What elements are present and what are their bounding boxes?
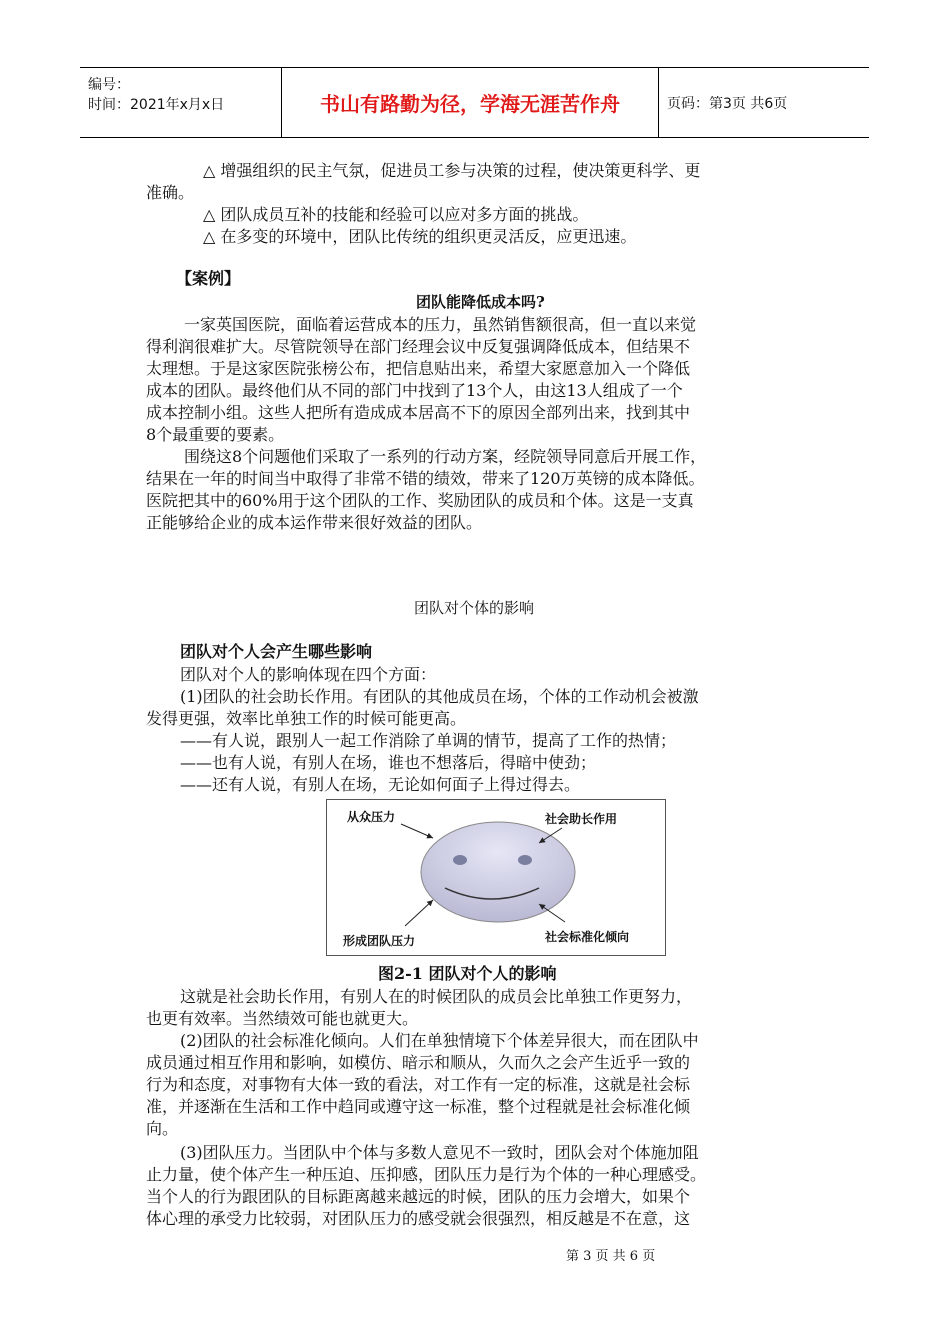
body-line: 体心理的承受力比较弱，对团队压力的感受就会很强烈，相反越是不在意，这: [146, 1209, 691, 1228]
smiley-face: [421, 822, 575, 922]
header-table: [80, 67, 869, 138]
header-meta-cell: [80, 68, 282, 137]
label-social-norm: 社会标准化倾向: [545, 930, 630, 944]
bullet-line: 准确。: [146, 183, 195, 202]
case-line: 8个最重要的要素。: [146, 425, 285, 444]
section-title: 团队对个体的影响: [414, 599, 535, 617]
subheading: 团队对个人会产生哪些影响: [180, 642, 373, 661]
case-line: 正能够给企业的成本运作带来很好效益的团队。: [146, 513, 483, 532]
case-line: 得利润很难扩大。尽管院领导在部门经理会议中反复强调降低成本，但结果不: [146, 337, 691, 356]
case-title: 团队能降低成本吗?: [416, 293, 545, 311]
label-group-pressure: 形成团队压力: [343, 934, 416, 948]
body-line: 也更有效率。当然绩效可能也就更大。: [146, 1009, 419, 1028]
motto: 书山有路勤为径，学海无涯苦作舟: [282, 68, 659, 137]
body-line: ——有人说，跟别人一起工作消除了单调的情节，提高了工作的热情；: [180, 731, 677, 750]
label-conformity-pressure: 从众压力: [347, 810, 396, 824]
page-footer: 第 3 页 共 6 页: [566, 1249, 656, 1264]
case-line: 太理想。于是这家医院张榜公布，把信息贴出来，希望大家愿意加入一个降低: [146, 359, 691, 378]
body-line: 团队对个人的影响体现在四个方面：: [180, 665, 437, 684]
bullet-line: △ 在多变的环境中，团队比传统的组织更灵活反，应更迅速。: [203, 227, 637, 246]
body-line: (1)团队的社会助长作用。有团队的其他成员在场，个体的工作动机会被激: [180, 687, 699, 706]
bullet-line: △ 团队成员互补的技能和经验可以应对多方面的挑战。: [203, 205, 589, 224]
bullet-line: △ 增强组织的民主气氛，促进员工参与决策的过程，使决策更科学、更: [203, 161, 701, 180]
label-social-facilitation: 社会助长作用: [545, 812, 618, 826]
body-line: 止力量，使个体产生一种压迫、压抑感，团队压力是行为个体的一种心理感受。: [146, 1165, 707, 1184]
page-info: 页码：第3页 共6页: [667, 95, 788, 112]
figure-caption: 图2-1 团队对个人的影响: [378, 964, 557, 983]
body-line: 行为和态度，对事物有大体一致的看法，对工作有一定的标准，这就是社会标: [146, 1075, 691, 1094]
body-line: (3)团队压力。当团队中个体与多数人意见不一致时，团队会对个体施加阻: [180, 1143, 699, 1162]
case-line: 医院把其中的60%用于这个团队的工作、奖励团队的成员和个体。这是一支真: [146, 491, 694, 510]
body-line: ——也有人说，有别人在场，谁也不想落后，得暗中使劲；: [180, 753, 597, 772]
case-line: 成本控制小组。这些人把所有造成成本居高不下的原因全部列出来，找到其中: [146, 403, 691, 422]
left-eye: [453, 855, 467, 865]
case-label: 【案例】: [176, 269, 241, 288]
number-label: 编号：: [88, 77, 130, 93]
body-line: 发得更强，效率比单独工作的时候可能更高。: [146, 709, 467, 728]
body-line: 准，并逐渐在生活和工作中趋同或遵守这一标准，整个过程就是社会标准化倾: [146, 1097, 691, 1116]
body-line: (2)团队的社会标准化倾向。人们在单独情境下个体差异很大，而在团队中: [180, 1031, 699, 1050]
arrow-bottom-left: [405, 900, 433, 926]
influence-diagram: [326, 799, 666, 956]
case-line: 结果在一年的时间当中取得了非常不错的绩效，带来了120万英镑的成本降低。: [146, 469, 705, 488]
date-label: 时间：2021年x月x日: [88, 97, 225, 113]
body-line: 成员通过相互作用和影响，如模仿、暗示和顺从，久而久之会产生近乎一致的: [146, 1053, 691, 1072]
body-line: 这就是社会助长作用，有别人在的时候团队的成员会比单独工作更努力，: [180, 987, 693, 1006]
arrow-top-left: [401, 824, 433, 838]
right-eye: [518, 855, 532, 865]
body-line: 向。: [146, 1119, 179, 1138]
case-line: 成本的团队。最终他们从不同的部门中找到了13个人，由这13人组成了一个: [146, 381, 683, 400]
body-line: ——还有人说，有别人在场，无论如何面子上得过得去。: [180, 775, 581, 794]
case-line: 围绕这8个问题他们采取了一系列的行动方案，经院领导同意后开展工作，: [184, 447, 707, 466]
body-line: 当个人的行为跟团队的目标距离越来越远的时候，团队的压力会增大，如果个: [146, 1187, 691, 1206]
case-line: 一家英国医院，面临着运营成本的压力，虽然销售额很高，但一直以来觉: [184, 315, 697, 334]
